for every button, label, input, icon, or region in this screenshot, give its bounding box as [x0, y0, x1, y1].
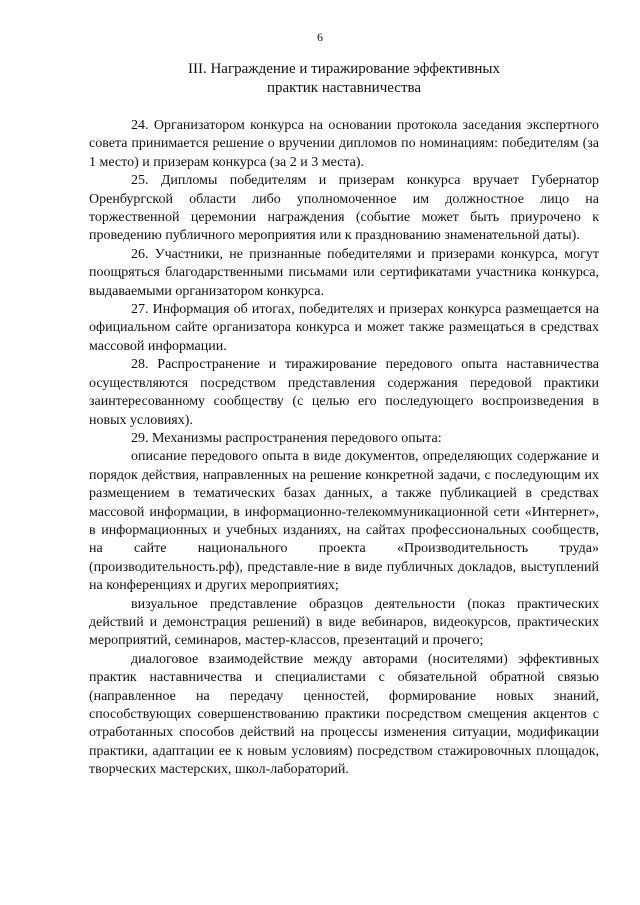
paragraph-27: 27. Информация об итогах, победителях и призерах конкурса размещается на официальном сайте организатора конкурса и может также размещаться в средствах массовой информации.: [89, 302, 599, 354]
mechanism-dialogue: диалоговое взаимодействие между авторами (носителями) эффективных практик наставничества и специалистами с обязательной обратной связью (направленное на передачу ценностей, формирование новых знаний, способствующих совершенствованию практики посредством смещения акцентов с отработанных способов действий на процессы изменения ситуации, модификации практики, адаптации ее к новым условиям) посредством стажировочных площадок, творческих мастерских, школ-лабораторий.: [89, 651, 599, 778]
paragraph-29: 29. Механизмы распространения передового опыта:: [131, 430, 442, 446]
paragraph-25: 25. Дипломы победителям и призерам конкурса вручает Губернатор Оренбургской области либо уполномоченное им должностное лицо на торжественной церемонии награждения (событие может быть приурочено к проведению публичного мероприятия или к празднованию знаменательной даты).: [89, 173, 599, 244]
paragraph-24: 24. Организатором конкурса на основании протокола заседания экспертного совета принимается решение о вручении дипломов по номинациям: победителям (за 1 место) и призерам конкурса (за 2 и 3 места).: [89, 118, 599, 170]
document-body: [89, 117, 599, 780]
section-heading-line-2: практик наставничества: [266, 80, 422, 96]
paragraph-28: 28. Распространение и тиражирование передового опыта наставничества осуществляются посредством представления содержания передовой практики заинтересованному сообществу (с целью его последующего воспроизведения в новых условиях).: [89, 357, 599, 428]
paragraph-26: 26. Участники, не признанные победителями и призерами конкурса, могут поощряться благодарственными письмами или сертификатами участника конкурса, выдаваемыми организатором конкурса.: [89, 246, 599, 299]
mechanism-description: описание передового опыта в виде документов, определяющих содержание и порядок действия, направленных на решение конкретной задачи, с последующим их размещением в тематических базах данных, а также публикацией в средствах массовой информации, в информационно-телекоммуникационной сети «Интернет», в информационных и учебных изданиях, на сайтах профессиональных сообществ, на сайте национального проекта «Производительность труда» (производительность.рф), представле-ние в виде публичных докладов, выступлений на конференциях и других мероприятиях;: [89, 449, 599, 594]
mechanism-visual: визуальное представление образцов деятельности (показ практических действий и демонстрация решений) в виде вебинаров, видеокурсов, практических мероприятий, семинаров, мастер-классов, презентаций и прочего;: [89, 596, 599, 649]
page-number: 6: [317, 30, 323, 44]
section-heading: [100, 60, 588, 98]
section-heading-line-1: III. Награждение и тиражирование эффективных: [187, 61, 501, 77]
